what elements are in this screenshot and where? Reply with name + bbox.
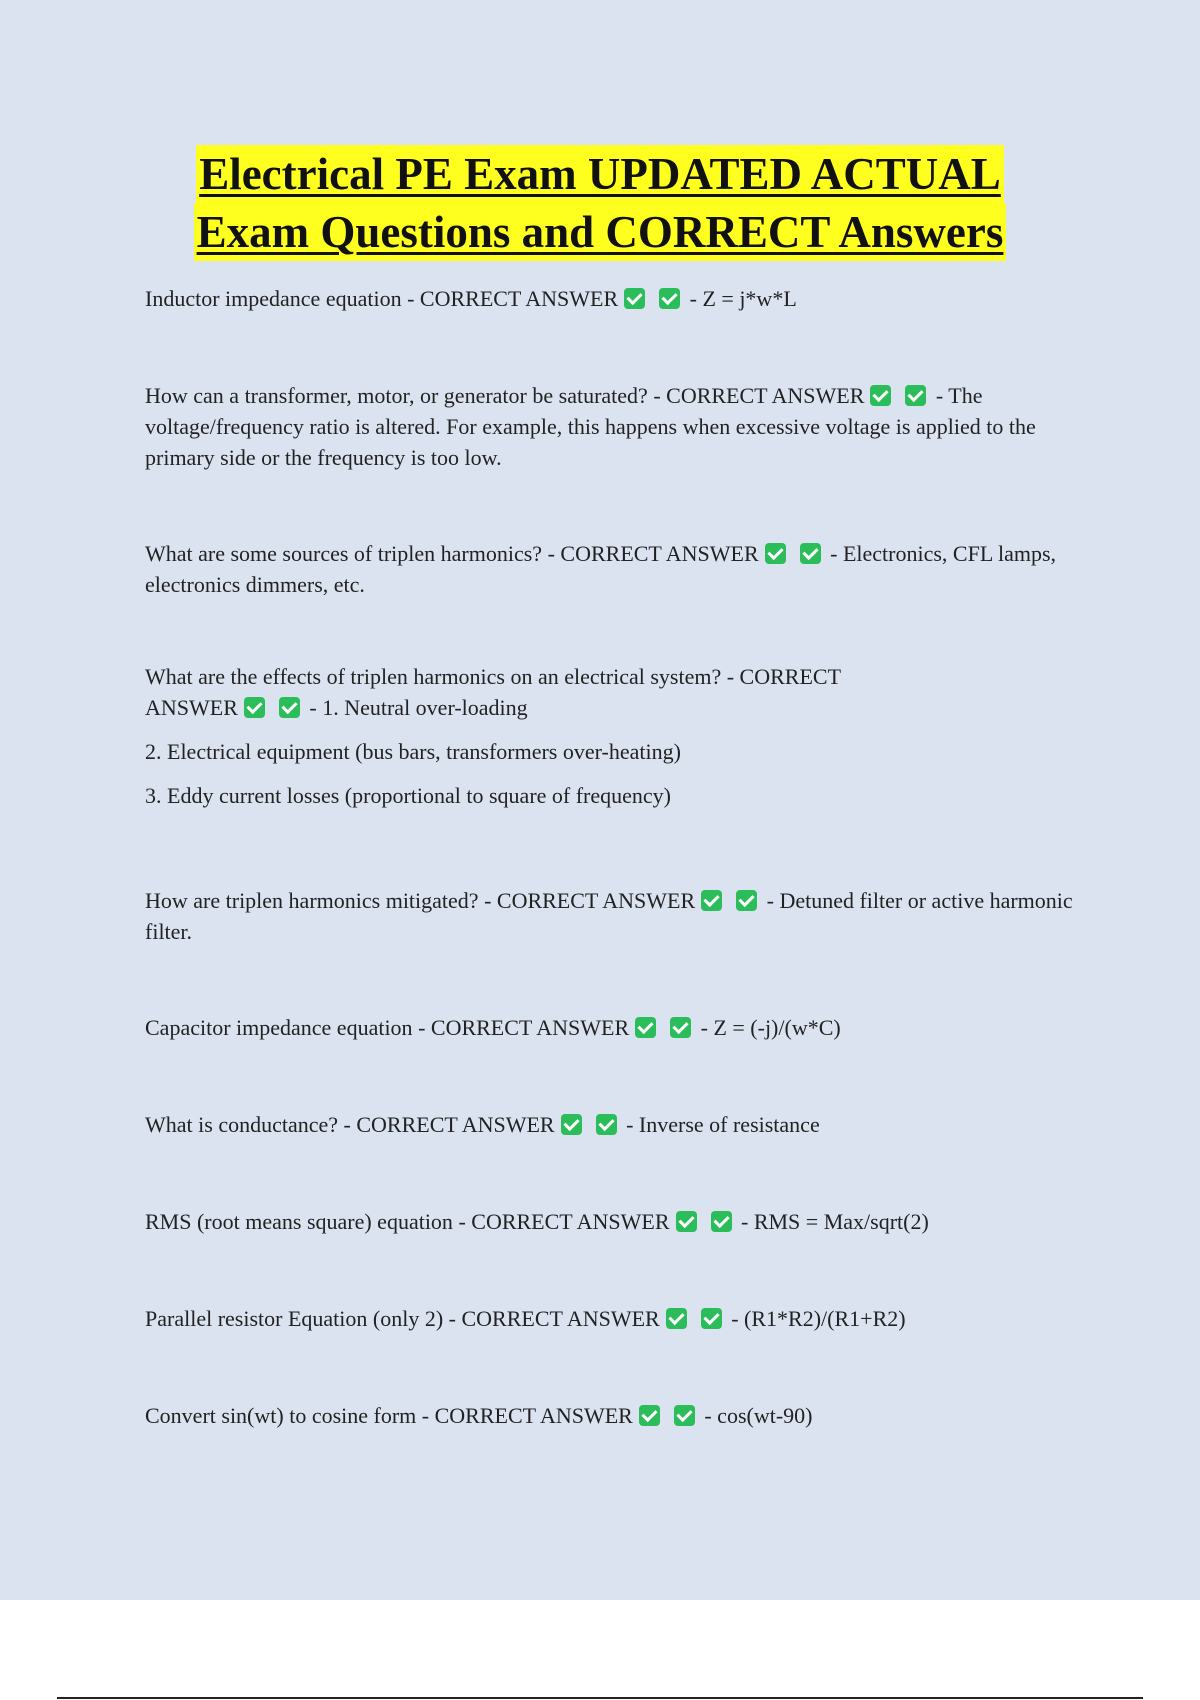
answer-text: - RMS = Max/sqrt(2) [741,1209,929,1234]
check-mark-icon [666,1308,687,1329]
answer-text: - Electronics, CFL lamps, electronics dimmers, etc. [145,541,1057,597]
qa-item [145,885,1075,947]
qa-item [145,1012,1075,1043]
correct-answer-marker: - CORRECT ANSWER [421,1403,633,1428]
correct-answer-marker: - CORRECT ANSWER [448,1306,660,1331]
check-mark-icon [701,890,722,911]
check-mark-icon [596,1114,617,1135]
question-text: Parallel resistor Equation (only 2) [145,1306,444,1331]
correct-answer-marker: - CORRECT ANSWER [458,1209,670,1234]
qa-item [145,283,1075,314]
correct-answer-marker: - CORRECT ANSWER [145,664,841,720]
correct-answer-marker: - CORRECT ANSWER [653,383,865,408]
check-mark-icon [905,385,926,406]
check-mark-icon [676,1211,697,1232]
footer-divider [57,1697,1143,1699]
title-line-1: Electrical PE Exam UPDATED ACTUAL [196,145,1004,203]
question-text: How are triplen harmonics mitigated? [145,888,479,913]
answer-continuation: 2. Electrical equipment (bus bars, transformers over-heating) [145,739,681,764]
question-text: Convert sin(wt) to cosine form [145,1403,417,1428]
question-text: What are the effects of triplen harmonics on an electrical system? [145,664,722,689]
check-mark-icon [635,1017,656,1038]
answer-text: - cos(wt-90) [704,1403,813,1428]
question-text: How can a transformer, motor, or generator be saturated? [145,383,648,408]
answer-text: - Inverse of resistance [626,1112,820,1137]
answer-continuation: 3. Eddy current losses (proportional to square of frequency) [145,783,672,808]
correct-answer-marker: - CORRECT ANSWER [484,888,696,913]
qa-item [145,1303,1075,1334]
qa-item [145,538,1075,600]
check-mark-icon [659,288,680,309]
check-mark-icon [870,385,891,406]
title-line-2: Exam Questions and CORRECT Answers [194,203,1007,261]
qa-item [145,380,1075,473]
answer-text: - Z = j*w*L [689,286,797,311]
question-text: What is conductance? [145,1112,339,1137]
qa-item [145,661,935,811]
check-mark-icon [711,1211,732,1232]
answer-text: - Z = (-j)/(w*C) [700,1015,841,1040]
answer-text: - Detuned filter or active harmonic filter. [145,888,1073,944]
check-mark-icon [736,890,757,911]
question-text: What are some sources of triplen harmonics? [145,541,543,566]
correct-answer-marker: - CORRECT ANSWER [547,541,759,566]
check-mark-icon [639,1405,660,1426]
check-mark-icon [674,1405,695,1426]
qa-item [145,1206,1075,1237]
answer-text: - The voltage/frequency ratio is altered. For example, this happens when excessive voltage is applied to the primary side or the frequency is too low. [145,383,1036,470]
check-mark-icon [670,1017,691,1038]
check-mark-icon [765,543,786,564]
document-title [0,145,1200,261]
check-mark-icon [244,697,265,718]
question-text: Inductor impedance equation [145,286,402,311]
qa-item [145,1400,1075,1431]
correct-answer-marker: - CORRECT ANSWER [418,1015,630,1040]
correct-answer-marker: - CORRECT ANSWER [343,1112,555,1137]
check-mark-icon [624,288,645,309]
check-mark-icon [800,543,821,564]
correct-answer-marker: - CORRECT ANSWER [407,286,619,311]
answer-text: - (R1*R2)/(R1+R2) [731,1306,906,1331]
qa-item [145,1109,1075,1140]
question-text: Capacitor impedance equation [145,1015,413,1040]
check-mark-icon [701,1308,722,1329]
answer-text: - 1. Neutral over-loading [309,695,528,720]
question-text: RMS (root means square) equation [145,1209,453,1234]
check-mark-icon [279,697,300,718]
check-mark-icon [561,1114,582,1135]
